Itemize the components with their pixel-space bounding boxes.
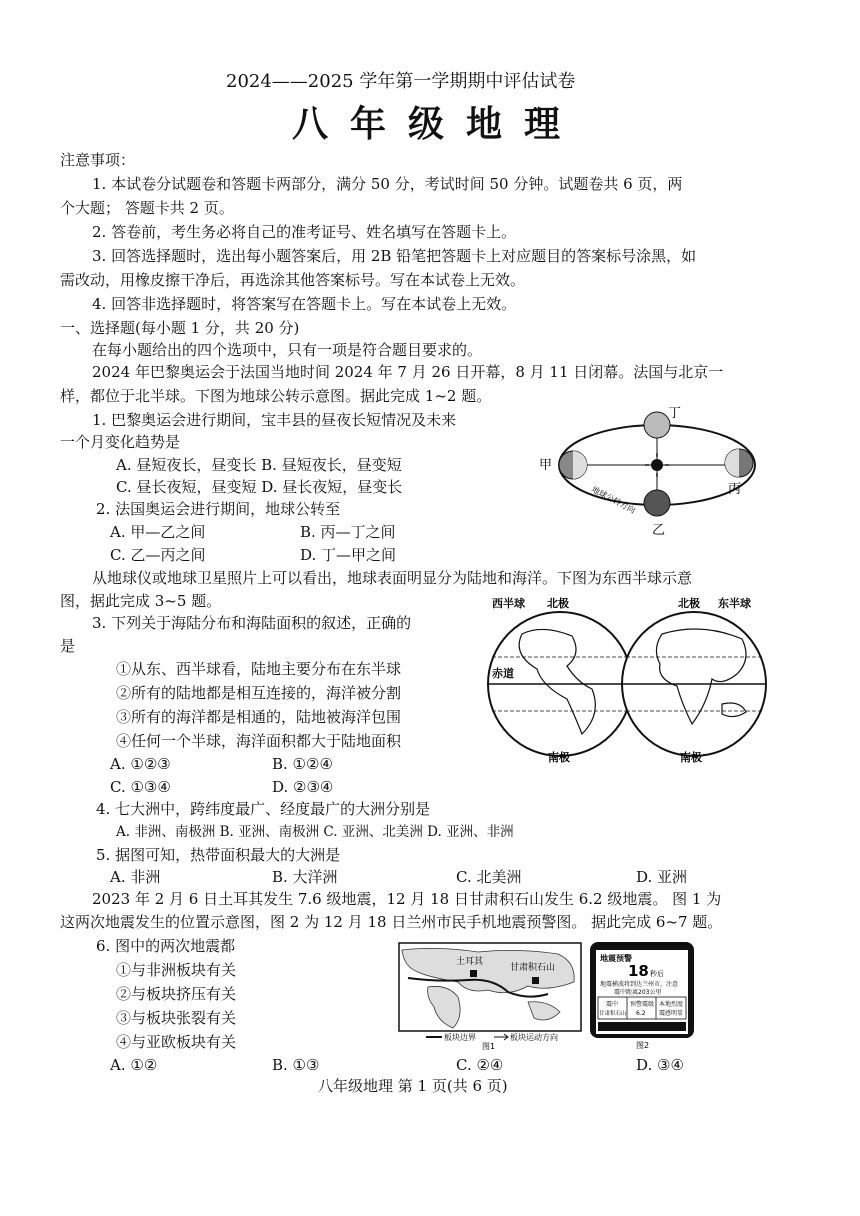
note-3a: 3. 回答选择题时，选出每小题答案后，用 2B 铅笔把答题卡上对应题目的答案标号涂黑，如 <box>92 247 697 265</box>
q3-option-a: A. ①②③ <box>110 755 171 773</box>
q3-option-b: B. ①②④ <box>272 755 333 773</box>
west-hemisphere-label: 西半球 <box>492 597 525 610</box>
orbit-label-bing: 丙 <box>728 482 742 497</box>
orbit-label-jia: 甲 <box>539 458 553 473</box>
north-pole-label-east: 北极 <box>678 597 700 610</box>
alert-cell2-label: 预警震级 <box>630 1001 655 1008</box>
q2-option-a: A. 甲—乙之间 <box>110 523 206 541</box>
q1-stem-b: 一个月变化趋势是 <box>60 433 181 451</box>
q6-stem: 6. 图中的两次地震都 <box>96 937 236 955</box>
legend-boundary: 板块边界 <box>444 1033 476 1042</box>
q3-stem-a: 3. 下列关于海陆分布和海陆面积的叙述，正确的 <box>92 614 412 632</box>
q6-option-b: B. ①③ <box>272 1056 320 1074</box>
south-pole-label-east: 南极 <box>680 751 702 764</box>
phone-alert-figure <box>586 940 698 1052</box>
q3-statement-2: ②所有的陆地都是相互连接的，海洋被分割 <box>116 684 402 702</box>
arrow-legend-icon <box>494 1034 508 1040</box>
q6-statement-4: ④与亚欧板块有关 <box>116 1033 237 1051</box>
hemispheres-map <box>482 594 772 764</box>
east-hemisphere-label: 东半球 <box>718 597 751 610</box>
alert-desc-b: 震中距离203公里 <box>614 989 662 996</box>
alert-cell1-value: 甘肃积石山 <box>599 1011 627 1017</box>
orbit-label-yi: 乙 <box>652 523 666 538</box>
notes-heading: 注意事项： <box>60 151 136 169</box>
q2-stem: 2. 法国奥运会进行期间，地球公转至 <box>96 500 341 518</box>
q1-options-1: A. 昼短夜长，昼变长 B. 昼短夜长，昼变短 <box>116 456 402 474</box>
q5-option-d: D. 亚洲 <box>636 868 688 886</box>
turkey-label: 土耳其 <box>456 957 484 967</box>
group1-stem-a: 2024 年巴黎奥运会于法国当地时间 2024 年 7 月 26 日开幕，8 月 11 日闭幕。法国与北京一 <box>92 363 724 381</box>
group3-stem-b: 这两次地震发生的位置示意图，图 2 为 12 月 18 日兰州市民手机地震预警图。 据此完成 6~7 题。 <box>60 913 723 931</box>
q6-option-a: A. ①② <box>110 1056 158 1074</box>
note-2: 2. 答卷前，考生务必将自己的准考证号、姓名填写在答题卡上。 <box>92 223 517 241</box>
q6-statement-1: ①与非洲板块有关 <box>116 961 237 979</box>
orbit-direction-label: 地球公转方向 <box>590 484 637 516</box>
note-4: 4. 回答非选择题时，将答案写在答题卡上。写在本试卷上无效。 <box>92 295 517 313</box>
q4-stem: 4. 七大洲中，跨纬度最广、经度最广的大洲分别是 <box>96 800 431 818</box>
q3-statement-4: ④任何一个半球，海洋面积都大于陆地面积 <box>116 732 402 750</box>
exam-title: 2024——2025 学年第一学期期中评估试卷 <box>226 71 576 92</box>
alert-header: 地震预警 <box>600 954 632 963</box>
q1-stem-a: 1. 巴黎奥运会进行期间，宝丰县的昼夜长短情况及未来 <box>92 411 457 429</box>
group2-stem-b: 图，据此完成 3~5 题。 <box>60 592 222 610</box>
note-1a: 1. 本试卷分试题卷和答题卡两部分，满分 50 分，考试时间 50 分钟。试题卷共 6 页，两 <box>92 175 683 193</box>
q6-statement-3: ③与板块张裂有关 <box>116 1009 237 1027</box>
q6-option-c: C. ②④ <box>456 1056 504 1074</box>
group1-stem-b: 样，都位于北半球。下图为地球公转示意图。据此完成 1~2 题。 <box>60 387 492 405</box>
legend-motion: 板块运动方向 <box>510 1033 558 1042</box>
north-pole-label-west: 北极 <box>547 597 569 610</box>
plate-map-figure <box>398 942 582 1050</box>
globe-icon <box>488 612 766 756</box>
sun-icon <box>645 453 669 477</box>
q3-statement-1: ①从东、西半球看，陆地主要分布在东半球 <box>116 660 402 678</box>
q5-option-c: C. 北美洲 <box>456 868 522 886</box>
south-pole-label-west: 南极 <box>548 751 570 764</box>
q5-option-b: B. 大洋洲 <box>272 868 338 886</box>
group3-stem-a: 2023 年 2 月 6 日土耳其发生 7.6 级地震，12 月 18 日甘肃积石山发生 6.2 级地震。 图 1 为 <box>92 890 722 908</box>
q2-option-c: C. 乙—丙之间 <box>110 546 206 564</box>
gansu-label: 甘肃积石山 <box>510 963 556 973</box>
q3-option-c: C. ①③④ <box>110 778 171 796</box>
q3-option-d: D. ②③④ <box>272 778 334 796</box>
q6-statement-2: ②与板块挤压有关 <box>116 985 237 1003</box>
subject-title: 八年级地理 <box>292 103 583 145</box>
alert-cell3-value: 震感明显 <box>659 1010 684 1017</box>
q5-stem: 5. 据图可知，热带面积最大的大洲是 <box>96 846 341 864</box>
section-heading: 一、选择题(每小题 1 分，共 20 分) <box>60 319 300 337</box>
orbit-diagram <box>535 403 775 538</box>
alert-cell1-label: 震中 <box>606 1001 619 1008</box>
page-footer: 八年级地理 第 1 页(共 6 页) <box>318 1077 508 1095</box>
alert-cell3-label: 本地烈度 <box>659 1001 684 1008</box>
q1-options-2: C. 昼长夜短，昼变短 D. 昼长夜短，昼变长 <box>116 478 403 496</box>
equator-label: 赤道 <box>492 667 514 680</box>
section-intro: 在每小题给出的四个选项中，只有一项是符合题目要求的。 <box>92 341 483 359</box>
group2-stem-a: 从地球仪或地球卫星照片上可以看出，地球表面明显分为陆地和海洋。下图为东西半球示意 <box>92 569 693 587</box>
note-1b: 个大题； 答题卡共 2 页。 <box>60 199 234 217</box>
q6-option-d: D. ③④ <box>636 1056 684 1074</box>
alert-cell2-value: 6.2 <box>636 1010 646 1017</box>
figure2-caption: 图2 <box>636 1041 650 1050</box>
alert-countdown-unit: 秒后 <box>650 970 664 978</box>
alert-desc-a: 地震横波将到达兰州市，注意 <box>600 981 679 988</box>
orbit-label-ding: 丁 <box>668 406 682 421</box>
q4-options: A. 非洲、南极洲 B. 亚洲、南极洲 C. 亚洲、北美洲 D. 亚洲、非洲 <box>116 824 514 840</box>
note-3b: 需改动，用橡皮擦干净后，再选涂其他答案标号。写在本试卷上无效。 <box>60 271 526 289</box>
q3-statement-3: ③所有的海洋都是相通的，陆地被海洋包围 <box>116 708 402 726</box>
q3-stem-b: 是 <box>60 637 76 655</box>
q5-option-a: A. 非洲 <box>110 868 161 886</box>
q2-option-d: D. 丁—甲之间 <box>300 546 397 564</box>
q2-option-b: B. 丙—丁之间 <box>300 523 396 541</box>
figure1-caption: 图1 <box>482 1042 496 1050</box>
alert-countdown: 18 <box>628 962 649 980</box>
